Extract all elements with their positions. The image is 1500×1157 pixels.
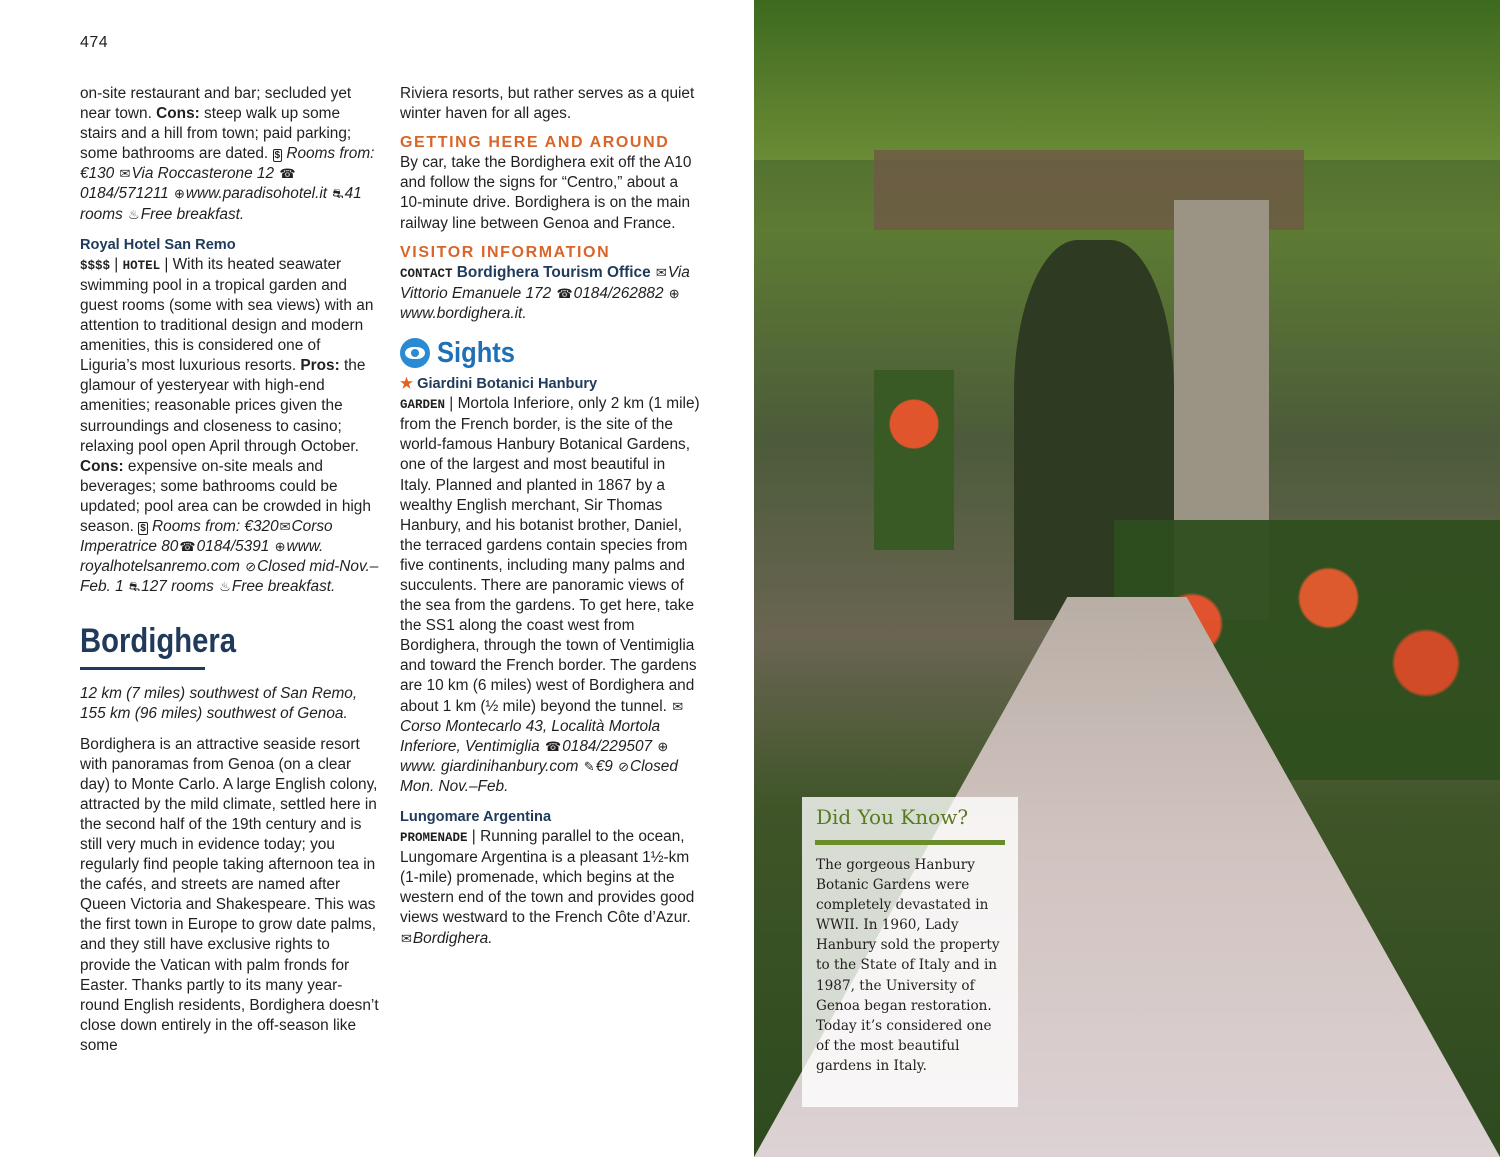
- star-icon: ★: [400, 376, 414, 393]
- closed-icon: ⊘: [245, 559, 257, 575]
- address-icon: ✉: [279, 518, 291, 534]
- phone-icon: ☎: [556, 285, 573, 301]
- web-icon: ⊕: [668, 285, 680, 301]
- address-icon: ✉: [401, 930, 412, 946]
- wisteria-canopy: [754, 0, 1500, 160]
- address-icon: ✉: [119, 166, 131, 182]
- royal-hotel-text: $$$$ | HOTEL | With its heated seawater swimming pool in a tropical garden and guest rooms (some with sea views) with an attention to traditional design and modern amenities, this is considered one of Liguria’s most luxurious resorts. Pros: the glamour of yesteryear with high-end amenities; reasonable prices given the surroundings and closeness to casino; relaxing pool open April through October. Cons: expensive on-site meals and beverages; some bathrooms could be updated; pool area can be crowded in high season. $ Rooms from: €320✉Corso Imperatrice 80☎0184/5391 ⊕www. royalhotelsanremo.com ⊘Closed mid-Nov.–Feb. 1 ⛐127 rooms ♨Free breakfast.: [80, 255, 380, 598]
- getting-here-text: By car, take the Bordighera exit off the A10 and follow the signs for “Centro,” about a 10-minute drive. Bordighera is on the main railway line between Genoa and France.: [400, 154, 692, 232]
- address-icon: ✉: [655, 264, 667, 280]
- web-icon: ⊕: [274, 539, 286, 555]
- did-you-know-callout: [802, 797, 1018, 1107]
- left-column: [80, 84, 380, 1056]
- web-icon: ⊕: [657, 738, 669, 754]
- lungomare-title: Lungomare Argentina: [400, 809, 552, 825]
- did-you-know-title: Did You Know?: [816, 805, 969, 829]
- visitor-contact: CONTACT Bordighera Tourism Office ✉Via Vittorio Emanuele 172 ☎0184/262882 ⊕www.bordighera.it.: [400, 263, 690, 322]
- town-location: 12 km (7 miles) southwest of San Remo, 155 km (96 miles) southwest of Genoa.: [80, 685, 358, 723]
- getting-here-heading: GETTING HERE AND AROUND: [400, 134, 670, 152]
- town-description-continued: Riviera resorts, but rather serves as a quiet winter haven for all ages.: [400, 85, 695, 123]
- meal-icon: ♨: [128, 206, 140, 222]
- rooms-icon: ⛐: [128, 579, 141, 595]
- rooms-icon: ⛐: [332, 186, 344, 202]
- paradiso-text: on-site restaurant and bar; secluded yet near town. Cons: steep walk up some stairs and a hill from town; paid parking; some bathrooms are dated. $ Rooms from: €130 ✉Via Roccasterone 12 ☎0184/571211 ⊕www.paradisohotel.it ⛐41 rooms ♨Free breakfast.: [80, 84, 380, 225]
- visitor-info-heading: VISITOR INFORMATION: [400, 243, 611, 261]
- title-underline: [80, 667, 205, 670]
- sights-heading: Sights: [400, 338, 700, 368]
- meal-icon: ♨: [219, 579, 231, 595]
- phone-icon: ☎: [545, 738, 562, 754]
- right-column: [400, 84, 700, 949]
- web-icon: ⊕: [174, 186, 185, 202]
- royal-hotel-title: Royal Hotel San Remo: [80, 236, 236, 253]
- phone-icon: ☎: [179, 539, 196, 555]
- price-icon: $: [274, 150, 281, 162]
- left-flowerbed: [874, 370, 954, 550]
- did-you-know-text: The gorgeous Hanbury Botanic Gardens were completely devastated in WWII. In 1960, Lady Hanbury sold the property to the State of Italy and in 1987, the University of Genoa began restoration. Today it’s considered one of the most beautiful gardens in Italy.: [816, 857, 1000, 1074]
- lungomare-text: PROMENADE | Running parallel to the ocean, Lungomare Argentina is a pleasant 1½-km (1-mile) promenade, which begins at the western end of the town and provides good views westward to the French Côte d’Azur. ✉Bordighera.: [400, 827, 700, 949]
- did-you-know-rule: [815, 840, 1005, 845]
- address-icon: ✉: [672, 698, 684, 714]
- eye-icon: [400, 338, 430, 368]
- ticket-icon: ✎: [583, 758, 595, 774]
- hanbury-title: ★ Giardini Botanici Hanbury: [400, 376, 598, 393]
- phone-icon: ☎: [279, 166, 296, 182]
- hanbury-text: GARDEN | Mortola Inferiore, only 2 km (1 mile) from the French border, is the site of the world-famous Hanbury Botanical Gardens, one of the largest and most beautiful in Italy. Planned and planted in 1867 by a wealthy English merchant, Sir Thomas Hanbury, and his botanist brother, Daniel, the terraced gardens contain species from five continents, including many palms and succulents. There are panoramic views of the sea from the gardens. To get here, take the SS1 along the coast west from Bordighera, through the town of Ventimiglia and toward the French border. The gardens are 10 km (6 miles) west of Bordighera and about 1 km (½ mile) beyond the tunnel. ✉Corso Montecarlo 43, Località Mortola Inferiore, Ventimiglia ☎0184/229507 ⊕www. giardinihanbury.com ✎€9 ⊘Closed Mon. Nov.–Feb.: [400, 395, 700, 795]
- page-number: 474: [80, 34, 109, 51]
- closed-icon: ⊘: [618, 758, 629, 774]
- town-description: Bordighera is an attractive seaside resort with panoramas from Genoa (on a clear day) to Monte Carlo. A large English colony, attracted by the mild climate, settled here in the second half of the 19th century and is still very much in evidence today; you regularly find people taking afternoon tea in the cafés, and streets are named after Queen Victoria and Shakespeare. This was the first town in Europe to grow date palms, and they still have exclusive rights to provide the Vatican with palm fronds for Easter. Thanks partly to its many year-round English residents, Bordighera doesn’t close down entirely in the off-season like some: [80, 735, 379, 1054]
- town-title: Bordighera: [80, 622, 236, 661]
- price-icon: $: [140, 522, 146, 534]
